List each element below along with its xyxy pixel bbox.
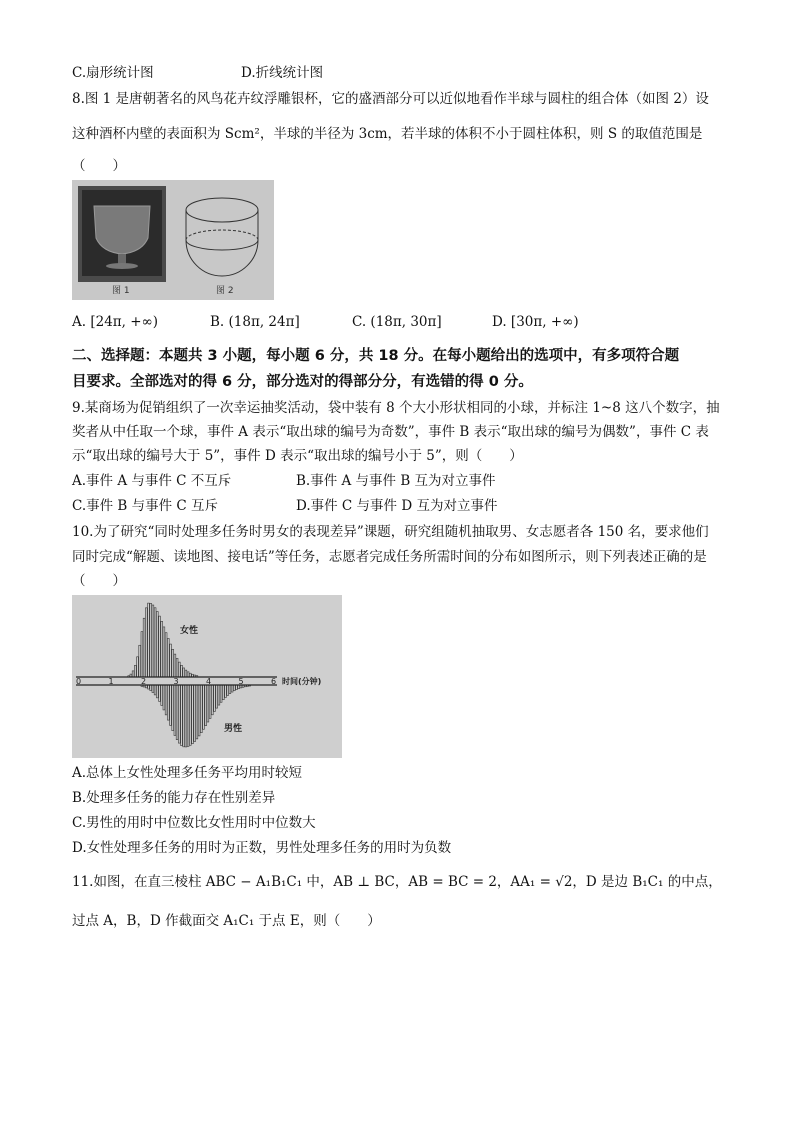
q8-stem-line2: 这种酒杯内壁的表面积为 Scm²，半球的半径为 3cm，若半球的体积不小于圆柱体积，则 S 的取值范围是 <box>72 126 703 142</box>
q10-stem-line2: 同时完成“解题、读地图、接电话”等任务，志愿者完成任务所需时间的分布如图所示，则下列表述正确的是 <box>72 549 707 565</box>
q9-option-a: A.事件 A 与事件 C 不互斥 <box>72 473 232 489</box>
q10-stem-line1: 10.为了研究“同时处理多任务时男女的表现差异”课题，研究组随机抽取男、女志愿者各 150 名，要求他们 <box>72 524 709 540</box>
fig2-caption: 图 2 <box>216 286 234 296</box>
q9-option-c: C.事件 B 与事件 C 互斥 <box>72 498 219 514</box>
axis-tick-label: 3 <box>173 677 179 686</box>
q9-stem-line2: 奖者从中任取一个球，事件 A 表示“取出球的编号为奇数”，事件 B 表示“取出球的编号为偶数”，事件 C 表 <box>72 424 709 440</box>
q10-option-d: D.女性处理多任务的用时为正数，男性处理多任务的用时为负数 <box>72 840 452 856</box>
cup-photo-icon <box>94 206 150 254</box>
q8-option-b: B. (18π, 24π] <box>210 314 300 330</box>
q8-figure-drawing <box>72 180 274 300</box>
axis-tick-label: 6 <box>271 677 277 686</box>
q10-option-c: C.男性的用时中位数比女性用时中位数大 <box>72 815 316 831</box>
q8-option-c: C. (18π, 30π] <box>352 314 442 330</box>
axis-label: 时间(分钟) <box>282 677 322 686</box>
q10-option-b: B.处理多任务的能力存在性别差异 <box>72 790 276 806</box>
female-label: 女性 <box>180 626 199 636</box>
q10-option-a: A.总体上女性处理多任务平均用时较短 <box>72 765 303 781</box>
q11-stem-line2: 过点 A，B，D 作截面交 A₁C₁ 于点 E，则（ ） <box>72 913 381 929</box>
q8-stem-line1: 8.图 1 是唐朝著名的风鸟花卉纹浮雕银杯，它的盛酒部分可以近似地看作半球与圆柱的组合体（如图 2）设 <box>72 91 709 107</box>
q11-stem-line1: 11.如图，在直三棱柱 ABC − A₁B₁C₁ 中，AB ⊥ BC，AB = BC = 2，AA₁ = √2，D 是边 B₁C₁ 的中点， <box>72 874 722 890</box>
axis-tick-label: 2 <box>141 677 147 686</box>
male-label: 男性 <box>224 724 243 734</box>
q8-answer-paren: （ ） <box>72 158 126 174</box>
q9-stem-line3: 示“取出球的编号大于 5”，事件 D 表示“取出球的编号小于 5”，则（ ） <box>72 448 523 464</box>
q10-chart <box>72 595 342 758</box>
section2-heading-line1: 二、选择题：本题共 3 小题，每小题 6 分，共 18 分。在每小题给出的选项中，有多项符合题 <box>72 348 680 364</box>
q7-option-d: D.折线统计图 <box>241 65 324 81</box>
axis-tick-label: 1 <box>108 677 114 686</box>
q9-option-d: D.事件 C 与事件 D 互为对立事件 <box>296 498 498 514</box>
q8-option-a: A. [24π, +∞) <box>72 314 159 330</box>
q8-figure <box>72 180 274 300</box>
q8-option-d: D. [30π, +∞) <box>492 314 579 330</box>
axis-tick-label: 4 <box>206 677 212 686</box>
section2-heading-line2: 目要求。全部选对的得 6 分，部分选对的得部分分，有选错的得 0 分。 <box>72 374 533 390</box>
q10-distribution-figure <box>72 595 342 758</box>
axis-tick-label: 5 <box>238 677 244 686</box>
q10-answer-paren: （ ） <box>72 573 126 589</box>
fig1-caption: 图 1 <box>112 286 130 296</box>
q9-stem-line1: 9.某商场为促销组织了一次幸运抽奖活动，袋中装有 8 个大小形状相同的小球，并标注 1~8 这八个数字，抽 <box>72 400 720 416</box>
q9-option-b: B.事件 A 与事件 B 互为对立事件 <box>296 473 496 489</box>
axis-tick-label: 0 <box>76 677 82 686</box>
q7-option-c: C.扇形统计图 <box>72 65 154 81</box>
